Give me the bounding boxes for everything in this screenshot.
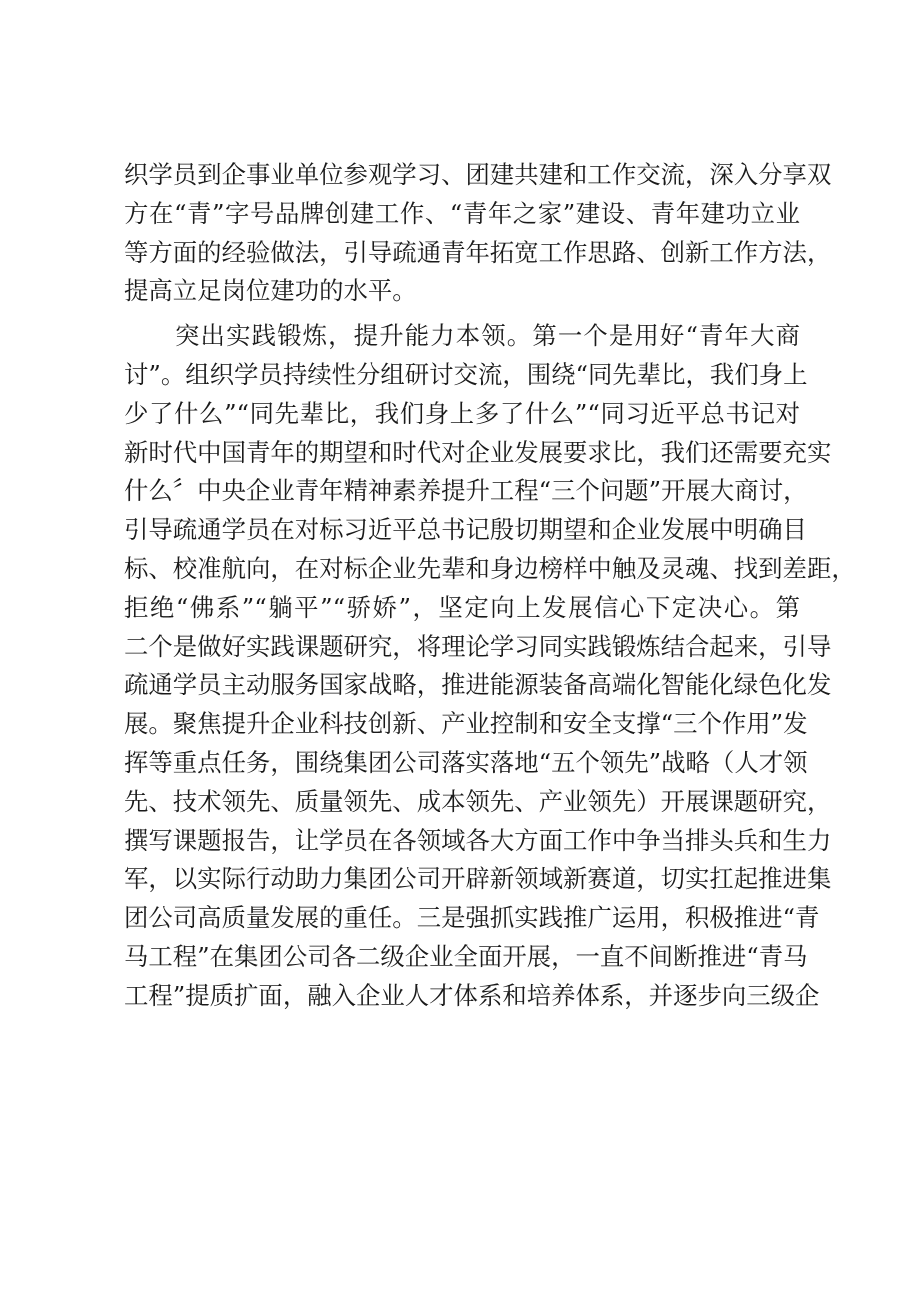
text-line: 方在“青”字号品牌创建工作、“青年之家”建设、青年建功立业 xyxy=(124,198,800,228)
text-line: 讨”。组织学员持续性分组研讨交流，围绕“同先辈比，我们身上 xyxy=(124,359,808,389)
paragraph-1 xyxy=(124,156,832,311)
text-line: 少了什么”“同先辈比，我们身上多了什么”“同习近平总书记对 xyxy=(124,398,800,428)
text-line: 团公司高质量发展的重任。三是强抓实践推广运用，积极推进“青 xyxy=(124,903,820,933)
text-line: 军，以实际行动助力集团公司开辟新领域新赛道，切实扛起推进集 xyxy=(124,864,832,894)
text-line: 引导疏通学员在对标习近平总书记殷切期望和企业发展中明确目 xyxy=(124,515,807,545)
text-line: 工程”提质扩面，融入企业人才体系和培养体系，并逐步向三级企 xyxy=(124,980,820,1010)
text-line: 疏通学员主动服务国家战略，推进能源装备高端化智能化绿色化发 xyxy=(124,670,832,700)
text-line: 新时代中国青年的期望和时代对企业发展要求比，我们还需要充实 xyxy=(124,437,832,467)
text-line: 突出实践锻炼，提升能力本领。第一个是用好“青年大商 xyxy=(124,321,800,351)
text-line: 展。聚焦提升企业科技创新、产业控制和安全支撑“三个作用”发 xyxy=(124,709,808,739)
text-line: 什么〞中央企业青年精神素养提升工程“三个问题”开展大商讨， xyxy=(124,476,808,506)
document-body xyxy=(124,156,856,1016)
paragraph-2 xyxy=(124,317,856,1015)
text-line: 先、技术领先、质量领先、成本领先、产业领先）开展课题研究， xyxy=(124,786,832,816)
text-line: 撰写课题报告，让学员在各领域各大方面工作中争当排头兵和生力 xyxy=(124,825,832,855)
text-line: 拒绝“佛系”“躺平”“骄娇”，坚定向上发展信心下定决心。第 xyxy=(124,592,800,622)
text-line: 二个是做好实践课题研究，将理论学习同实践锻炼结合起来，引导 xyxy=(124,631,832,661)
text-line: 马工程”在集团公司各二级企业全面开展，一直不间断推进“青马 xyxy=(124,941,808,971)
text-line: 织学员到企事业单位参观学习、团建共建和工作交流，深入分享双 xyxy=(124,160,832,189)
text-line: 标、校准航向，在对标企业先辈和身边榜样中触及灵魂、找到差距， xyxy=(124,553,856,583)
text-line: 挥等重点任务，围绕集团公司落实落地“五个领先”战略（人才领 xyxy=(124,747,808,777)
text-line: 提高立足岗位建功的水平。 xyxy=(124,276,417,306)
text-line: 等方面的经验做法，引导疏通青年拓宽工作思路、创新工作方法， xyxy=(124,237,832,267)
